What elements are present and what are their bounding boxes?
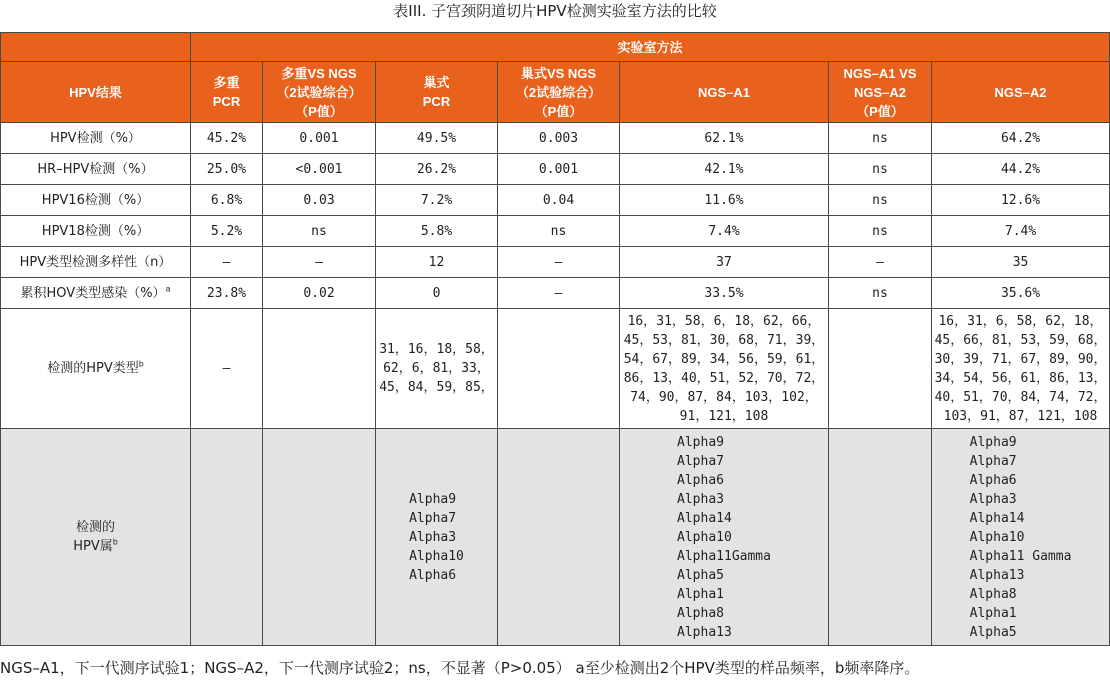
header-a1-vs-a2: NGS–A1 VS NGS–A2 （P值） bbox=[829, 62, 932, 123]
cell-nested-p: ns bbox=[498, 216, 620, 247]
cell-a1-a2-p: ns bbox=[829, 123, 932, 154]
header-multiplex-pcr: 多重 PCR bbox=[191, 62, 263, 123]
header-empty-cell bbox=[1, 33, 191, 62]
cell-multiplex-p bbox=[263, 429, 376, 646]
header-group-lab-methods: 实验室方法 bbox=[191, 33, 1110, 62]
cell-nested-p: – bbox=[498, 278, 620, 309]
cell-ngs-a2: 64.2% bbox=[932, 123, 1110, 154]
table-row-hpv-genus bbox=[1, 429, 1110, 646]
cell-nested: 7.2% bbox=[376, 185, 498, 216]
table-caption: 表III. 子宫颈阴道切片HPV检测实验室方法的比较 bbox=[393, 2, 717, 20]
header-nested-pcr: 巢式 PCR bbox=[376, 62, 498, 123]
table-row-hpv-types bbox=[1, 309, 1110, 429]
cell-nested: 5.8% bbox=[376, 216, 498, 247]
cell-a1-a2-p bbox=[829, 309, 932, 429]
table-row bbox=[1, 278, 1110, 309]
row-label: HPV18检测（%） bbox=[1, 216, 191, 247]
table-row bbox=[1, 154, 1110, 185]
cell-ngs-a2: 35 bbox=[932, 247, 1110, 278]
table-row bbox=[1, 185, 1110, 216]
cell-a1-a2-p: ns bbox=[829, 278, 932, 309]
cell-multiplex: 25.0% bbox=[191, 154, 263, 185]
cell-ngs-a2: 12.6% bbox=[932, 185, 1110, 216]
table-footnote: NGS–A1，下一代测序试验1；NGS–A2，下一代测序试验2；ns，不显著（P>0.05） a至少检测出2个HPV类型的样品频率，b频率降序。 bbox=[0, 659, 920, 677]
cell-multiplex: 5.2% bbox=[191, 216, 263, 247]
cell-multiplex-p: <0.001 bbox=[263, 154, 376, 185]
cell-multiplex-p bbox=[263, 309, 376, 429]
cell-nested: 0 bbox=[376, 278, 498, 309]
footnote-marker: a bbox=[165, 284, 171, 294]
cell-ngs-a1: 7.4% bbox=[620, 216, 829, 247]
row-label: HPV16检测（%） bbox=[1, 185, 191, 216]
cell-ngs-a1 bbox=[620, 429, 829, 646]
cell-nested bbox=[376, 429, 498, 646]
header-nested-vs-ngs: 巢式VS NGS （2试验综合） （P值） bbox=[498, 62, 620, 123]
cell-a1-a2-p: ns bbox=[829, 154, 932, 185]
ngs-a2-types-list: 16，31，6，58，62，18， 45，66，81，53，59，68， 30，39，71，67，89，90， 34，54，56，61，86，13， 40，51，70，84，74，72， 103，91，87，121，108 bbox=[934, 313, 1107, 424]
cell-ngs-a2: 44.2% bbox=[932, 154, 1110, 185]
cell-ngs-a1 bbox=[620, 309, 829, 429]
cell-a1-a2-p: ns bbox=[829, 216, 932, 247]
header-hpv-result: HPV结果 bbox=[1, 62, 191, 123]
header-multiplex-vs-ngs: 多重VS NGS （2试验综合） （P值） bbox=[263, 62, 376, 123]
cell-ngs-a1: 33.5% bbox=[620, 278, 829, 309]
cell-nested-p: 0.003 bbox=[498, 123, 620, 154]
cell-multiplex: – bbox=[191, 247, 263, 278]
cell-nested: 12 bbox=[376, 247, 498, 278]
row-label: HPV类型检测多样性（n） bbox=[1, 247, 191, 278]
row-label: 检测的HPV类型$^b$ bbox=[1, 309, 191, 429]
table-row bbox=[1, 216, 1110, 247]
cell-ngs-a2 bbox=[932, 429, 1110, 646]
cell-nested: 49.5% bbox=[376, 123, 498, 154]
cell-multiplex-p: ns bbox=[263, 216, 376, 247]
cell-multiplex-p: 0.03 bbox=[263, 185, 376, 216]
cell-nested-p: – bbox=[498, 247, 620, 278]
cell-a1-a2-p: – bbox=[829, 247, 932, 278]
footnote-marker: b bbox=[138, 359, 144, 369]
cell-ngs-a2: 7.4% bbox=[932, 216, 1110, 247]
cell-ngs-a1: 37 bbox=[620, 247, 829, 278]
cell-multiplex: 23.8% bbox=[191, 278, 263, 309]
header-ngs-a2: NGS–A2 bbox=[932, 62, 1110, 123]
table-row bbox=[1, 123, 1110, 154]
row-label: 累积HOV类型感染（%）$^a$ bbox=[1, 278, 191, 309]
row-label: HPV检测（%） bbox=[1, 123, 191, 154]
row-label: 检测的 HPV属$^b$ bbox=[1, 429, 191, 646]
ngs-a2-genus-list: Alpha9 Alpha7 Alpha6 Alpha3 Alpha14 Alpha10 Alpha11 Gamma Alpha13 Alpha8 Alpha1 Alpha5 bbox=[969, 434, 1072, 640]
header-ngs-a1: NGS–A1 bbox=[620, 62, 829, 123]
cell-multiplex: – bbox=[191, 309, 263, 429]
cell-ngs-a2 bbox=[932, 309, 1110, 429]
table-row bbox=[1, 247, 1110, 278]
cell-ngs-a2: 35.6% bbox=[932, 278, 1110, 309]
nested-types-list: 31，16，18，58， 62，6，81，33， 45，84，59，85， bbox=[379, 342, 494, 395]
cell-nested-p bbox=[498, 309, 620, 429]
cell-a1-a2-p: ns bbox=[829, 185, 932, 216]
cell-multiplex-p: – bbox=[263, 247, 376, 278]
cell-multiplex bbox=[191, 429, 263, 646]
cell-ngs-a1: 62.1% bbox=[620, 123, 829, 154]
cell-nested bbox=[376, 309, 498, 429]
cell-multiplex-p: 0.001 bbox=[263, 123, 376, 154]
ngs-a1-types-list: 16，31，58，6，18，62，66， 45，53，81，30，68，71，39， 54，67，89，34，56，59，61， 86，13，40，51，52，70，72， 74，90，87，84，103，102， 91，121，108 bbox=[623, 313, 825, 424]
cell-ngs-a1: 42.1% bbox=[620, 154, 829, 185]
cell-multiplex-p: 0.02 bbox=[263, 278, 376, 309]
cell-nested-p: 0.001 bbox=[498, 154, 620, 185]
row-label: HR–HPV检测（%） bbox=[1, 154, 191, 185]
nested-genus-list: Alpha9 Alpha7 Alpha3 Alpha10 Alpha6 bbox=[409, 491, 464, 583]
footnote-marker: b bbox=[112, 537, 118, 547]
cell-multiplex: 6.8% bbox=[191, 185, 263, 216]
cell-nested: 26.2% bbox=[376, 154, 498, 185]
ngs-a1-genus-list: Alpha9 Alpha7 Alpha6 Alpha3 Alpha14 Alpha10 Alpha11Gamma Alpha5 Alpha1 Alpha8 Alpha13 bbox=[677, 434, 771, 640]
comparison-table bbox=[0, 32, 1110, 646]
cell-multiplex: 45.2% bbox=[191, 123, 263, 154]
cell-nested-p: 0.04 bbox=[498, 185, 620, 216]
cell-ngs-a1: 11.6% bbox=[620, 185, 829, 216]
cell-nested-p bbox=[498, 429, 620, 646]
cell-a1-a2-p bbox=[829, 429, 932, 646]
